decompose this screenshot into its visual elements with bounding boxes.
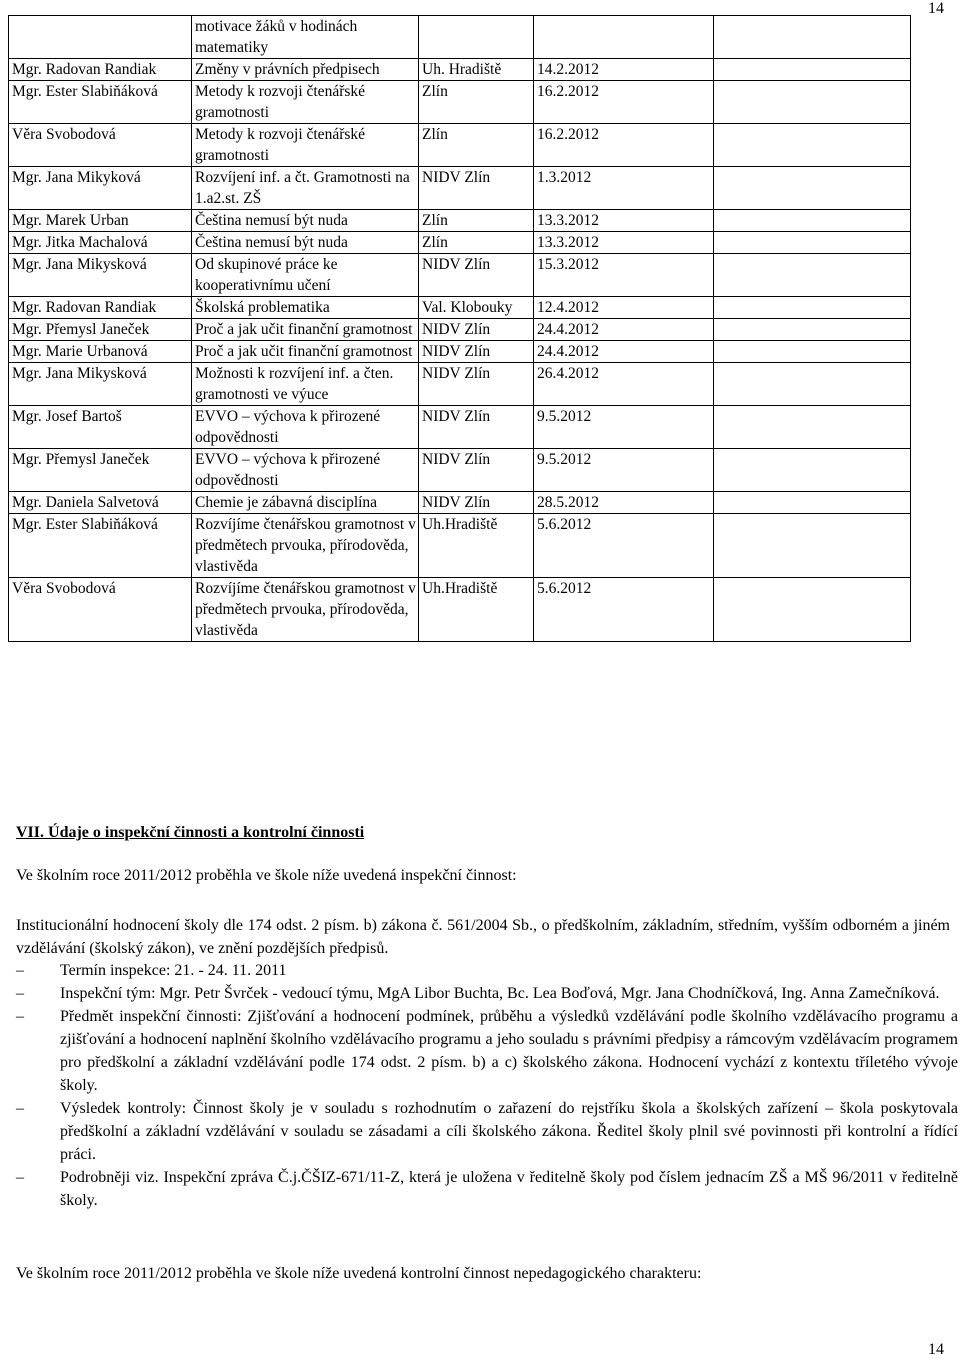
table-row — [9, 124, 911, 167]
course-date: 13.3.2012 — [534, 210, 714, 232]
list-item: – Výsledek kontroly: Činnost školy je v souladu s rozhodnutím o zařazení do rejstříku škola a školských zařízení – škola poskytovala předškolní a základní vzdělávání v souladu se zásadami a cíli školského zákona. Ředitel školy plnil své povinnosti při kontrolní a řídící práci. — [16, 1097, 958, 1166]
empty-cell — [714, 363, 911, 406]
table-row — [9, 514, 911, 578]
empty-cell — [714, 449, 911, 492]
course-place: Zlín — [419, 124, 534, 167]
course-title: Možnosti k rozvíjení inf. a čten. gramotnosti ve výuce — [192, 363, 419, 406]
trainee-name: Mgr. Ester Slabiňáková — [9, 514, 192, 578]
list-item: – Předmět inspekční činnosti: Zjišťování a hodnocení podmínek, průběhu a výsledků vzdělávání podle školního vzdělávacího programu a zjišťování a hodnocení naplnění školního vzdělávacího programu a jeho souladu s právními předpisy a rámcovým vzdělávacím programem pro předškolní a základní vzdělávání podle 174 odst. 2 písm. b) a c) školského zákona. Hodnocení vychází z kontextu tříletého vývoje školy. — [16, 1005, 958, 1097]
course-date: 5.6.2012 — [534, 514, 714, 578]
course-place: NIDV Zlín — [419, 363, 534, 406]
table-row — [9, 81, 911, 124]
trainee-name: Věra Svobodová — [9, 578, 192, 642]
trainee-name: Věra Svobodová — [9, 124, 192, 167]
table-row — [9, 319, 911, 341]
table-row — [9, 59, 911, 81]
course-title: Školská problematika — [192, 297, 419, 319]
list-item: – Podrobněji viz. Inspekční zpráva Č.j.ČŠIZ-671/11-Z, která je uložena v ředitelně školy pod číslem jednacím ZŠ a MŠ 96/2011 v ředitelně školy. — [16, 1166, 958, 1212]
table-row — [9, 341, 911, 363]
course-place: NIDV Zlín — [419, 406, 534, 449]
dash-marker: – — [16, 1008, 24, 1025]
course-title: EVVO – výchova k přirozené odpovědnosti — [192, 449, 419, 492]
table-row — [9, 210, 911, 232]
table-row — [9, 297, 911, 319]
evaluation-paragraph: Institucionální hodnocení školy dle 174 odst. 2 písm. b) zákona č. 561/2004 Sb., o předškolním, základním, středním, vyšším odborném a jiném vzdělávání (školský zákon), ve znění pozdějších předpisů. — [16, 917, 950, 957]
course-date: 26.4.2012 — [534, 363, 714, 406]
empty-cell — [714, 254, 911, 297]
course-title: Čeština nemusí být nuda — [192, 232, 419, 254]
table-row — [9, 406, 911, 449]
section-heading: VII. Údaje o inspekční činnosti a kontrolní činnosti — [16, 824, 365, 841]
empty-cell — [714, 578, 911, 642]
course-date: 5.6.2012 — [534, 578, 714, 642]
course-date: 24.4.2012 — [534, 341, 714, 363]
course-title: Změny v právních předpisech — [192, 59, 419, 81]
course-date: 1.3.2012 — [534, 167, 714, 210]
trainee-name: Mgr. Jana Mikysková — [9, 363, 192, 406]
course-place: NIDV Zlín — [419, 449, 534, 492]
dash-marker: – — [16, 985, 24, 1002]
table-row — [9, 254, 911, 297]
course-date: 24.4.2012 — [534, 319, 714, 341]
course-date: 12.4.2012 — [534, 297, 714, 319]
inspection-details-list — [16, 959, 958, 1212]
table-row — [9, 363, 911, 406]
course-date: 28.5.2012 — [534, 492, 714, 514]
list-item: – Inspekční tým: Mgr. Petr Švrček - vedoucí týmu, MgA Libor Buchta, Bc. Lea Boďová, Mgr. Jana Chodníčková, Ing. Anna Zamečníková. — [16, 982, 958, 1005]
table-row — [9, 449, 911, 492]
course-date: 13.3.2012 — [534, 232, 714, 254]
course-place: NIDV Zlín — [419, 492, 534, 514]
trainee-name: Mgr. Marek Urban — [9, 210, 192, 232]
course-place: Zlín — [419, 81, 534, 124]
empty-cell — [714, 297, 911, 319]
dash-marker: – — [16, 1169, 24, 1186]
trainee-name: Mgr. Radovan Randiak — [9, 297, 192, 319]
empty-cell — [714, 232, 911, 254]
trainee-name: Mgr. Přemysl Janeček — [9, 319, 192, 341]
course-title: Čeština nemusí být nuda — [192, 210, 419, 232]
empty-cell — [714, 341, 911, 363]
course-title: EVVO – výchova k přirozené odpovědnosti — [192, 406, 419, 449]
course-place — [419, 16, 534, 59]
trainee-name — [9, 16, 192, 59]
course-date: 16.2.2012 — [534, 81, 714, 124]
intro-text: Ve školním roce 2011/2012 proběhla ve škole níže uvedená inspekční činnost: — [16, 867, 517, 884]
empty-cell — [714, 319, 911, 341]
dash-marker: – — [16, 1100, 24, 1117]
table-row — [9, 167, 911, 210]
training-table — [8, 15, 911, 642]
table-row — [9, 232, 911, 254]
course-date: 16.2.2012 — [534, 124, 714, 167]
course-place: NIDV Zlín — [419, 167, 534, 210]
empty-cell — [714, 16, 911, 59]
course-place: Uh.Hradiště — [419, 514, 534, 578]
course-title: Rozvíjíme čtenářskou gramotnost v předmětech prvouka, přírodověda, vlastivěda — [192, 514, 419, 578]
trainee-name: Mgr. Josef Bartoš — [9, 406, 192, 449]
course-title: Proč a jak učit finanční gramotnost — [192, 319, 419, 341]
trainee-name: Mgr. Radovan Randiak — [9, 59, 192, 81]
empty-cell — [714, 492, 911, 514]
empty-cell — [714, 210, 911, 232]
course-title: Rozvíjení inf. a čt. Gramotnosti na 1.a2.st. ZŠ — [192, 167, 419, 210]
table-row — [9, 492, 911, 514]
empty-cell — [714, 81, 911, 124]
closing-text: Ve školním roce 2011/2012 proběhla ve škole níže uvedená kontrolní činnost nepedagogického charakteru: — [16, 1265, 702, 1282]
empty-cell — [714, 124, 911, 167]
empty-cell — [714, 59, 911, 81]
course-place: Uh. Hradiště — [419, 59, 534, 81]
empty-cell — [714, 406, 911, 449]
course-title: Proč a jak učit finanční gramotnost — [192, 341, 419, 363]
course-place: NIDV Zlín — [419, 254, 534, 297]
course-date — [534, 16, 714, 59]
course-place: Zlín — [419, 232, 534, 254]
course-date: 9.5.2012 — [534, 449, 714, 492]
trainee-name: Mgr. Daniela Salvetová — [9, 492, 192, 514]
training-table-body — [9, 16, 911, 642]
trainee-name: Mgr. Ester Slabiňáková — [9, 81, 192, 124]
course-title: Rozvíjíme čtenářskou gramotnost v předmětech prvouka, přírodověda, vlastivěda — [192, 578, 419, 642]
course-date: 9.5.2012 — [534, 406, 714, 449]
trainee-name: Mgr. Přemysl Janeček — [9, 449, 192, 492]
course-place: NIDV Zlín — [419, 341, 534, 363]
trainee-name: Mgr. Jana Mikyková — [9, 167, 192, 210]
course-place: Uh.Hradiště — [419, 578, 534, 642]
course-place: NIDV Zlín — [419, 319, 534, 341]
empty-cell — [714, 167, 911, 210]
course-title: motivace žáků v hodinách matematiky — [192, 16, 419, 59]
list-item: – Termín inspekce: 21. - 24. 11. 2011 — [16, 959, 958, 982]
course-title: Metody k rozvoji čtenářské gramotnosti — [192, 124, 419, 167]
page-number-bottom: 14 — [928, 1341, 944, 1358]
course-title: Metody k rozvoji čtenářské gramotnosti — [192, 81, 419, 124]
empty-cell — [714, 514, 911, 578]
trainee-name: Mgr. Marie Urbanová — [9, 341, 192, 363]
trainee-name: Mgr. Jana Mikysková — [9, 254, 192, 297]
course-title: Od skupinové práce ke kooperativnímu učení — [192, 254, 419, 297]
course-date: 14.2.2012 — [534, 59, 714, 81]
trainee-name: Mgr. Jitka Machalová — [9, 232, 192, 254]
page-number-top: 14 — [928, 0, 944, 17]
table-row — [9, 578, 911, 642]
course-place: Val. Klobouky — [419, 297, 534, 319]
table-row — [9, 16, 911, 59]
course-place: Zlín — [419, 210, 534, 232]
dash-marker: – — [16, 962, 24, 979]
course-date: 15.3.2012 — [534, 254, 714, 297]
course-title: Chemie je zábavná disciplína — [192, 492, 419, 514]
